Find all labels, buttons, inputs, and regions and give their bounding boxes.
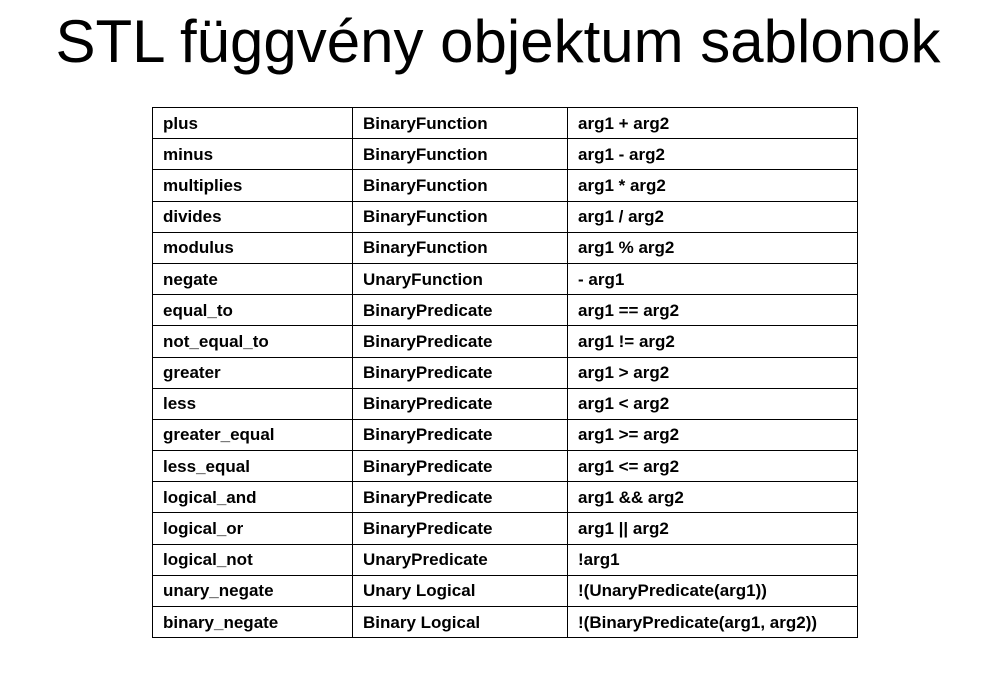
expression-cell: arg1 * arg2 — [568, 170, 858, 201]
expression-cell: arg1 <= arg2 — [568, 451, 858, 482]
expression-cell: - arg1 — [568, 263, 858, 294]
function-type-cell: UnaryPredicate — [353, 544, 568, 575]
expression-cell: !arg1 — [568, 544, 858, 575]
table-row — [153, 451, 858, 482]
function-name-cell: modulus — [153, 232, 353, 263]
function-name-cell: plus — [153, 108, 353, 139]
function-name-cell: greater_equal — [153, 419, 353, 450]
expression-cell: arg1 - arg2 — [568, 139, 858, 170]
function-type-cell: BinaryPredicate — [353, 451, 568, 482]
table-row — [153, 263, 858, 294]
table-row — [153, 575, 858, 606]
function-object-table — [152, 107, 858, 638]
function-name-cell: logical_and — [153, 482, 353, 513]
function-type-cell: BinaryPredicate — [353, 513, 568, 544]
function-type-cell: BinaryFunction — [353, 170, 568, 201]
expression-cell: arg1 % arg2 — [568, 232, 858, 263]
function-name-cell: less — [153, 388, 353, 419]
function-name-cell: unary_negate — [153, 575, 353, 606]
function-name-cell: equal_to — [153, 295, 353, 326]
expression-cell: arg1 + arg2 — [568, 108, 858, 139]
function-name-cell: greater — [153, 357, 353, 388]
expression-cell: arg1 != arg2 — [568, 326, 858, 357]
table-row — [153, 108, 858, 139]
function-name-cell: divides — [153, 201, 353, 232]
function-type-cell: Binary Logical — [353, 607, 568, 638]
function-name-cell: logical_or — [153, 513, 353, 544]
table-row — [153, 139, 858, 170]
expression-cell: arg1 / arg2 — [568, 201, 858, 232]
function-type-cell: BinaryFunction — [353, 201, 568, 232]
function-name-cell: minus — [153, 139, 353, 170]
function-type-cell: BinaryPredicate — [353, 295, 568, 326]
slide-title: STL függvény objektum sablonok — [55, 8, 941, 75]
function-type-cell: BinaryPredicate — [353, 419, 568, 450]
function-type-cell: BinaryFunction — [353, 139, 568, 170]
table-row — [153, 388, 858, 419]
table-row — [153, 170, 858, 201]
function-type-cell: BinaryPredicate — [353, 388, 568, 419]
function-name-cell: less_equal — [153, 451, 353, 482]
table-row — [153, 201, 858, 232]
function-type-cell: UnaryFunction — [353, 263, 568, 294]
function-type-cell: BinaryFunction — [353, 108, 568, 139]
table-row — [153, 357, 858, 388]
expression-cell: arg1 || arg2 — [568, 513, 858, 544]
table-row — [153, 544, 858, 575]
function-type-cell: Unary Logical — [353, 575, 568, 606]
function-type-cell: BinaryPredicate — [353, 326, 568, 357]
expression-cell: arg1 > arg2 — [568, 357, 858, 388]
table-row — [153, 513, 858, 544]
table-row — [153, 295, 858, 326]
function-type-cell: BinaryFunction — [353, 232, 568, 263]
expression-cell: arg1 == arg2 — [568, 295, 858, 326]
table-row — [153, 482, 858, 513]
function-type-cell: BinaryPredicate — [353, 357, 568, 388]
table-row — [153, 326, 858, 357]
function-name-cell: binary_negate — [153, 607, 353, 638]
function-name-cell: not_equal_to — [153, 326, 353, 357]
expression-cell: !(BinaryPredicate(arg1, arg2)) — [568, 607, 858, 638]
function-type-cell: BinaryPredicate — [353, 482, 568, 513]
expression-cell: arg1 >= arg2 — [568, 419, 858, 450]
table-row — [153, 607, 858, 638]
table-row — [153, 232, 858, 263]
table-row — [153, 419, 858, 450]
function-name-cell: negate — [153, 263, 353, 294]
expression-cell: !(UnaryPredicate(arg1)) — [568, 575, 858, 606]
function-name-cell: multiplies — [153, 170, 353, 201]
function-name-cell: logical_not — [153, 544, 353, 575]
expression-cell: arg1 < arg2 — [568, 388, 858, 419]
expression-cell: arg1 && arg2 — [568, 482, 858, 513]
